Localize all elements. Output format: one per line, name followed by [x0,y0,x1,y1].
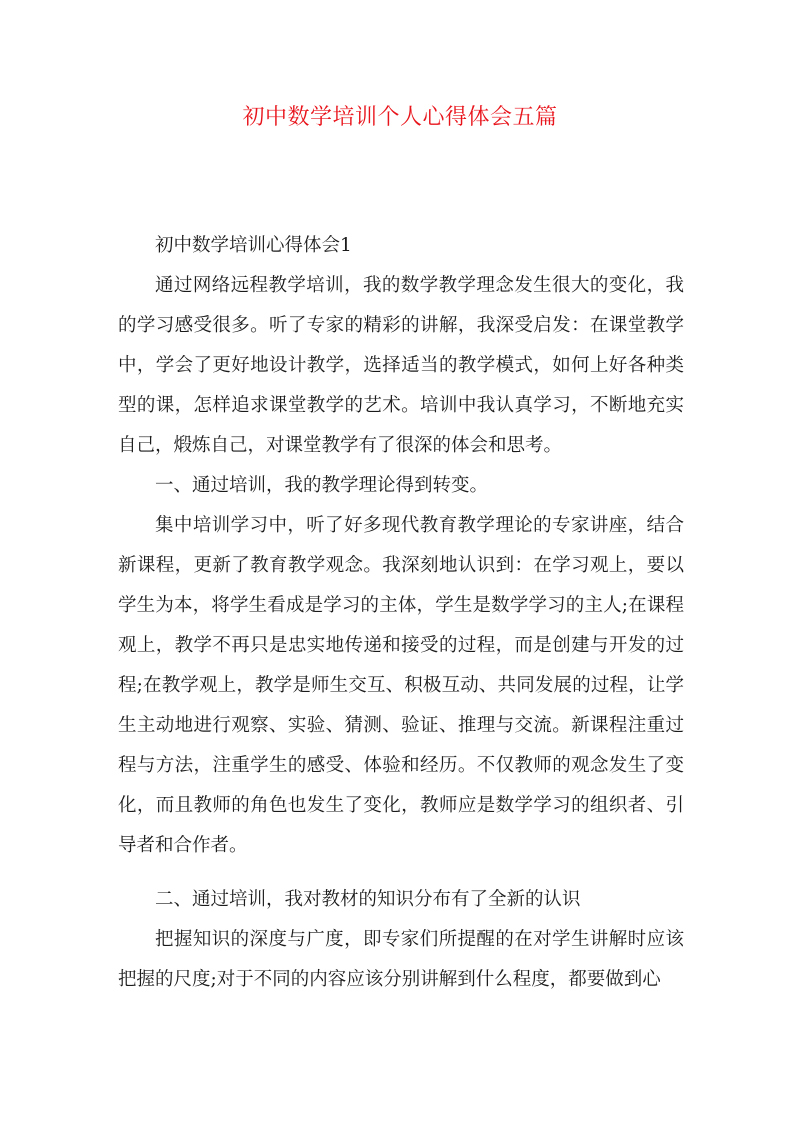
body-paragraph: 集中培训学习中，听了好多现代教育教学理论的专家讲座，结合新课程，更新了教育教学观念。我深刻地认识到：在学习观上，要以学生为本，将学生看成是学习的主体，学生是数学学习的主人;在课程观上，教学不再只是忠实地传递和接受的过程，而是创建与开发的过程;在教学观上，教学是师生交互、积极互动、共同发展的过程，让学生主动地进行观察、实验、猜测、验证、推理与交流。新课程注重过程与方法，注重学生的感受、体验和经历。不仅教师的观念发生了变化，而且教师的角色也发生了变化，教师应是数学学习的组织者、引导者和合作者。 [118,515,684,856]
section-heading-1: 初中数学培训心得体会1 [155,235,352,256]
body-paragraph: 通过网络远程教学培训，我的数学教学理念发生很大的变化，我的学习感受很多。听了专家的精彩的讲解，我深受启发：在课堂教学中，学会了更好地设计教学，选择适当的教学模式，如何上好各种类型的课，怎样追求课堂教学的艺术。培训中我认真学习，不断地充实自己，煅炼自己，对课堂教学有了很深的体会和思考。 [118,275,684,456]
document-body [118,226,684,1000]
subsection-heading: 一、通过培训，我的教学理论得到转变。 [155,475,489,496]
document-title: 初中数学培训个人心得体会五篇 [242,105,558,130]
subsection-heading: 二、通过培训，我对教材的知识分布有了全新的认识 [155,889,581,910]
body-paragraph: 把握知识的深度与广度，即专家们所提醒的在对学生讲解时应该把握的尺度;对于不同的内容应该分别讲解到什么程度，都要做到心 [118,929,684,990]
